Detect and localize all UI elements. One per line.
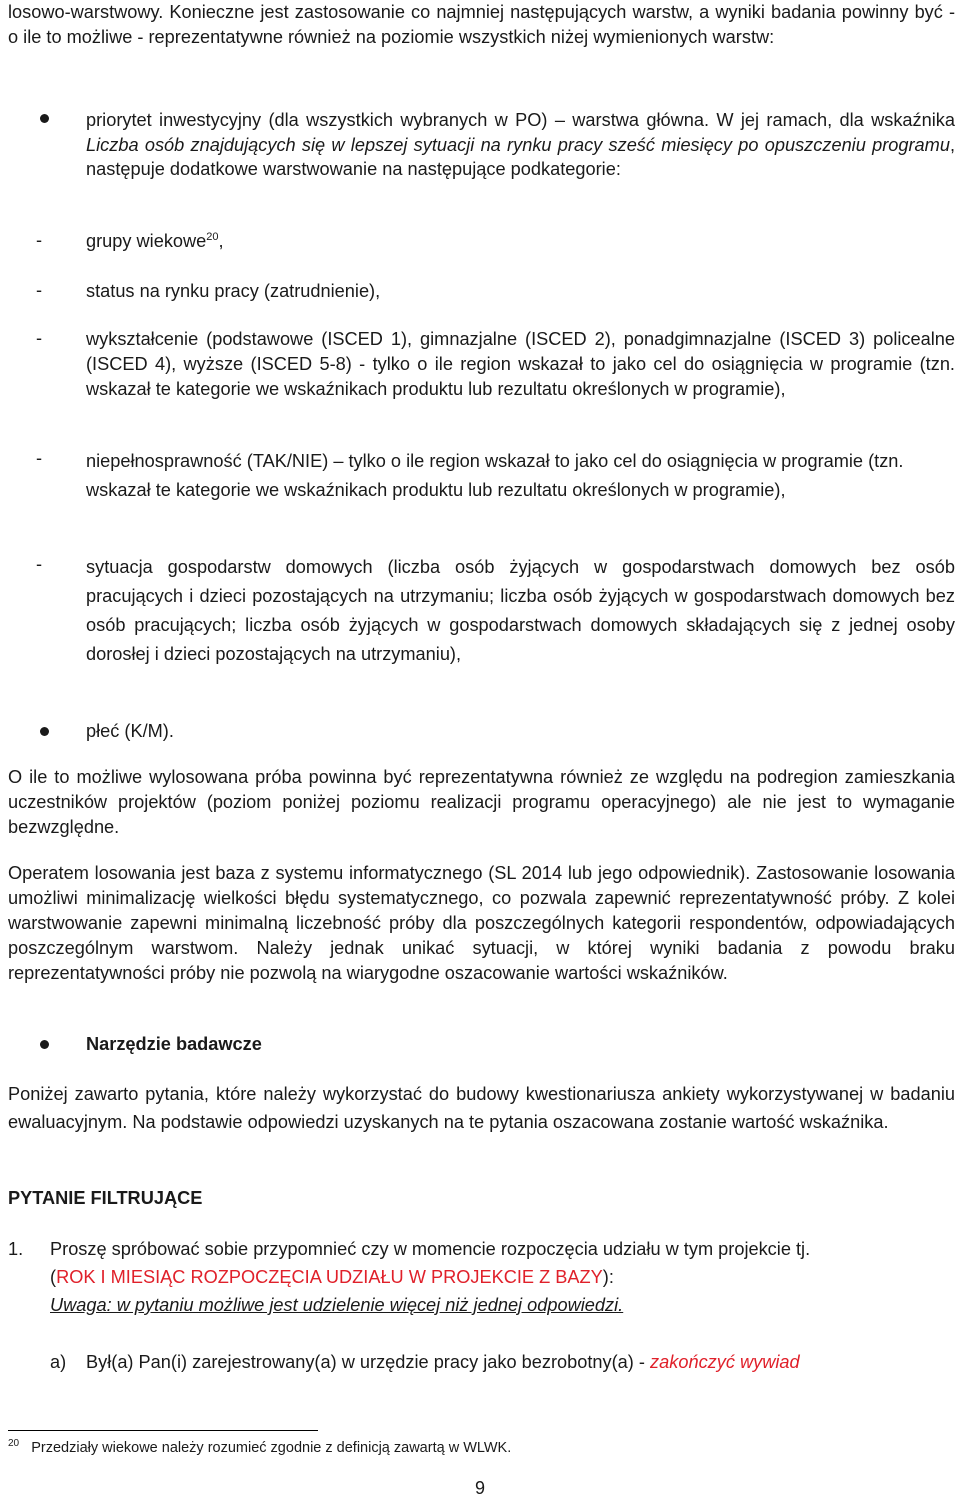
question-base-reference	[50, 1266, 614, 1288]
bullet-dot	[40, 727, 49, 736]
answer-a	[86, 1351, 800, 1373]
answer-label-a: a)	[50, 1352, 67, 1372]
indicator-name-italic: Liczba osób znajdujących się w lepszej sytuacji na rynku pracy sześć miesięcy po opuszczeniu programu	[86, 134, 950, 155]
dash-marker: -	[36, 230, 43, 250]
dash-item-labour-status: status na rynku pracy (zatrudnienie),	[86, 281, 381, 301]
dash-item-disability: niepełnosprawność (TAK/NIE) – tylko o ile region wskazał to jako cel do osiągnięcia w programie (tzn. wskazał te kategorie we wskaźnikach produktu lub rezultatu określonych w programie),	[86, 451, 904, 500]
dash-marker: -	[36, 280, 43, 300]
bullet-dot	[40, 114, 49, 123]
footnote	[8, 1440, 511, 1456]
dash-marker: -	[36, 554, 43, 574]
paren-close: ):	[602, 1267, 614, 1287]
dash-marker: -	[36, 448, 43, 468]
footnote-text: Przedziały wiekowe należy rozumieć zgodnie z definicją zawartą w WLWK.	[31, 1440, 512, 1456]
section-heading-tools: Narzędzie badawcze	[86, 1034, 262, 1054]
paren-open: (	[50, 1267, 57, 1287]
bullet-dot	[40, 1040, 49, 1049]
region-paragraph: O ile to możliwe wylosowana próba powinna być reprezentatywna również ze względu na podregion zamieszkania uczestników projektów (poziom poniżej poziomu realizacji programu operacyjnego) ale nie jest to wymaganie bezwzględne.	[8, 767, 955, 837]
bullet-gender: płeć (K/M).	[86, 721, 174, 741]
question-note: Uwaga: w pytaniu możliwe jest udzielenie więcej niż jednej odpowiedzi.	[50, 1295, 624, 1315]
sampling-frame-paragraph: Operatem losowania jest baza z systemu informatycznego (SL 2014 lub jego odpowiednik). Zastosowanie losowania umożliwi minimalizację wielkości błędu systematycznego, co pozwala zapewnić reprezentatywność próby. Z kolei warstwowanie zapewni minimalną liczebność próby dla poszczególnych kategorii respondentów, odpowiadających poszczególnym warstwom. Należy jednak unikać sytuacji, w której wyniki badania z powodu braku reprezentatywności próby nie pozwolą na wiarygodne oszacowanie wartości wskaźników.	[8, 863, 955, 983]
tools-paragraph: Poniżej zawarto pytania, które należy wykorzystać do budowy kwestionariusza ankiety wykorzystywanej w badaniu ewaluacyjnym. Na podstawie odpowiedzi uzyskanych na te pytania oszacowana zostanie wartość wskaźnika.	[8, 1084, 955, 1132]
age-groups-label: grupy wiekowe	[86, 231, 207, 251]
dash-marker: -	[36, 328, 43, 348]
bullet-priority-tail: , następuje dodatkowe warstwowanie na następujące podkategorie:	[86, 134, 955, 179]
intro-paragraph: losowo-warstwowy. Konieczne jest zastosowanie co najmniej następujących warstw, a wyniki badania powinny być - o ile to możliwe - reprezentatywne również na poziomie wszystkich niżej wymienionych warstw:	[8, 2, 955, 47]
dash-item-age-groups	[86, 230, 224, 252]
answer-a-text: Był(a) Pan(i) zarejestrowany(a) w urzędzie pracy jako bezrobotny(a) -	[86, 1352, 651, 1372]
filter-question-heading: PYTANIE FILTRUJĄCE	[8, 1188, 203, 1208]
page-number: 9	[474, 1478, 485, 1498]
dash-item-education: wykształcenie (podstawowe (ISCED 1), gimnazjalne (ISCED 2), ponadgimnazjalne (ISCED 3) policealne (ISCED 4), wyższe (ISCED 5-8) - tylko o ile region wskazał to jako cel do osiągnięcia w programie (tzn. wskazał te kategorie we wskaźnikach produktu lub rezultatu określonych w programie),	[86, 329, 955, 399]
footnote-number: 20	[8, 1438, 20, 1449]
dash-item-household: sytuacja gospodarstw domowych (liczba osób żyjących w gospodarstwach domowych bez osób pracujących i dzieci pozostających na utrzymaniu; liczba osób żyjących w gospodarstwach domowych bez osób pracujących; liczba osób żyjących w gospodarstwach domowych składających się z jednej osoby dorosłej i dzieci pozostających na utrzymaniu),	[86, 557, 955, 664]
question-number: 1.	[8, 1239, 24, 1259]
age-groups-tail: ,	[218, 231, 224, 251]
bullet-priority-lead: priorytet inwestycyjny (dla wszystkich wybranych w PO) – warstwa główna. W jej ramach, dla wskaźnika	[86, 110, 955, 130]
end-interview-instruction: zakończyć wywiad	[650, 1352, 800, 1372]
database-placeholder: ROK I MIESIĄC ROZPOCZĘCIA UDZIAŁU W PROJEKCIE Z BAZY	[56, 1267, 603, 1287]
bullet-priority-text	[86, 108, 955, 182]
footnote-ref: 20	[206, 231, 219, 243]
question-text: Proszę spróbować sobie przypomnieć czy w momencie rozpoczęcia udziału w tym projekcie tj.	[50, 1239, 811, 1259]
footnote-separator	[8, 1430, 318, 1431]
